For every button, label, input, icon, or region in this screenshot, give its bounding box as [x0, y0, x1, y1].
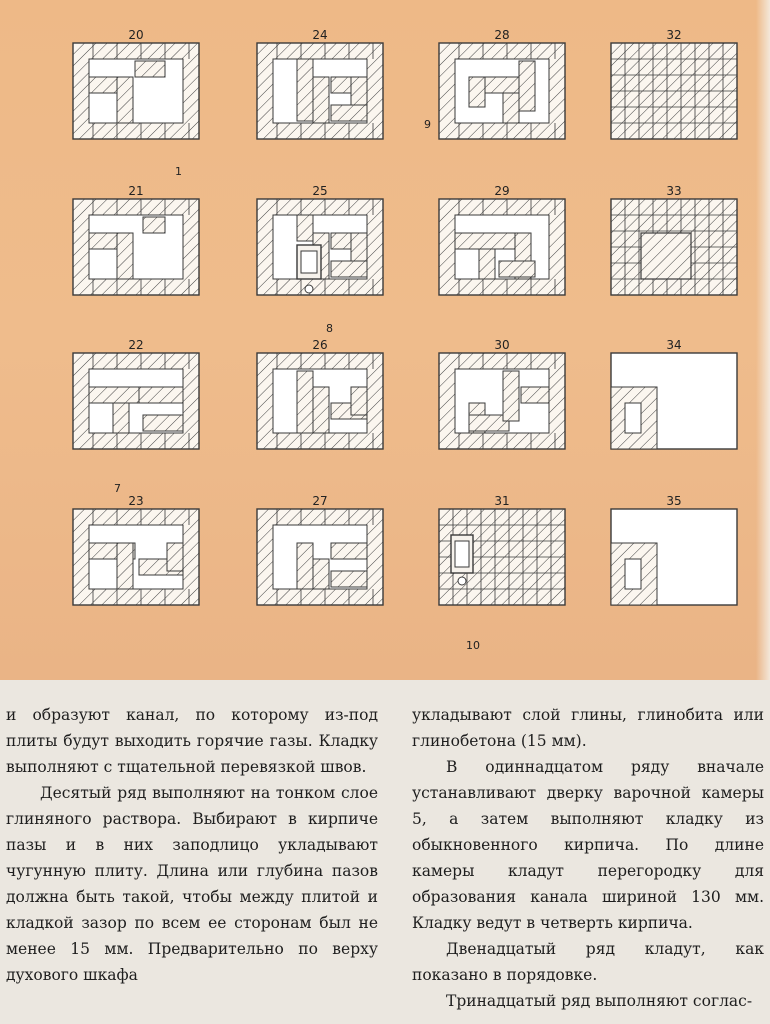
brick-row-plan — [72, 198, 202, 298]
paragraph: Тринадцатый ряд выполняют соглас- — [446, 992, 753, 1010]
brick-row-plan — [256, 352, 386, 452]
brick-row-plan — [438, 508, 568, 608]
callout-label: 10 — [466, 639, 480, 652]
paragraph: В одиннадцатом ряду вначале устанавливают дверку варочной камеры 5, а затем выполняют кладку из обыкновенного кирпича. По длине камеры кладут перегородку для образования канала шириной 130 мм. Кладку ведут в четверть кирпича. — [412, 758, 764, 932]
brick-row-plan — [610, 352, 740, 452]
left-column — [6, 702, 378, 988]
callout-label: 7 — [114, 482, 121, 495]
paragraph: укладывают слой глины, глинобита или глинобетона (15 мм). — [412, 706, 764, 750]
figure-number: 35 — [666, 494, 682, 508]
masonry-row-figure — [438, 28, 568, 146]
masonry-row-figure — [438, 494, 568, 612]
brick-row-plan — [438, 198, 568, 298]
masonry-row-figure — [610, 494, 740, 612]
right-column — [412, 702, 764, 1014]
masonry-row-figure — [256, 338, 386, 456]
figure-number: 31 — [494, 494, 510, 508]
callout-label: 8 — [326, 322, 333, 335]
figure-number: 24 — [312, 28, 328, 42]
brick-row-plan — [610, 508, 740, 608]
paragraph: и образуют канал, по которому из-под плиты будут выходить горячие газы. Кладку выполняют с тщательной перевязкой швов. — [6, 706, 378, 776]
masonry-row-figure — [610, 28, 740, 146]
figure-number: 20 — [128, 28, 144, 42]
figure-number: 23 — [128, 494, 144, 508]
masonry-row-figure — [256, 184, 386, 302]
brick-row-plan — [256, 198, 386, 298]
brick-row-plan — [256, 508, 386, 608]
masonry-row-figure — [438, 338, 568, 456]
figure-number: 25 — [312, 184, 328, 198]
brick-row-plan — [72, 508, 202, 608]
brick-row-plan — [72, 352, 202, 452]
brick-row-plan — [72, 42, 202, 142]
brick-row-plan — [610, 198, 740, 298]
figure-number: 33 — [666, 184, 682, 198]
figure-number: 21 — [128, 184, 144, 198]
figure-number: 30 — [494, 338, 510, 352]
masonry-row-figure — [72, 338, 202, 456]
callout-label: 9 — [424, 118, 431, 131]
brick-row-plan — [256, 42, 386, 142]
figure-number: 26 — [312, 338, 328, 352]
figure-number: 22 — [128, 338, 144, 352]
masonry-row-figure — [438, 184, 568, 302]
brick-row-plan — [610, 42, 740, 142]
figure-number: 27 — [312, 494, 328, 508]
paragraph: Десятый ряд выполняют на тонком слое глиняного раствора. Выбирают в кирпиче пазы и в них заподлицо укладывают чугунную плиту. Длина или глубина пазов должна быть такой, чтобы между плитой и кладкой зазор по всем ее сторонам был не менее 15 мм. Предварительно по верху духового шкафа — [6, 784, 378, 984]
body-text — [0, 680, 770, 1024]
brick-row-plan — [438, 352, 568, 452]
masonry-row-figure — [72, 494, 202, 612]
masonry-row-figure — [256, 28, 386, 146]
masonry-row-figure — [610, 338, 740, 456]
figure-number: 32 — [666, 28, 682, 42]
paragraph: Двенадцатый ряд кладут, как показано в порядовке. — [412, 940, 764, 984]
masonry-row-figure — [256, 494, 386, 612]
masonry-row-figure — [610, 184, 740, 302]
figure-number: 29 — [494, 184, 510, 198]
masonry-row-figure — [72, 184, 202, 302]
figure-number: 34 — [666, 338, 682, 352]
brick-row-plan — [438, 42, 568, 142]
figure-number: 28 — [494, 28, 510, 42]
masonry-row-figure — [72, 28, 202, 146]
callout-label: 1 — [175, 165, 182, 178]
